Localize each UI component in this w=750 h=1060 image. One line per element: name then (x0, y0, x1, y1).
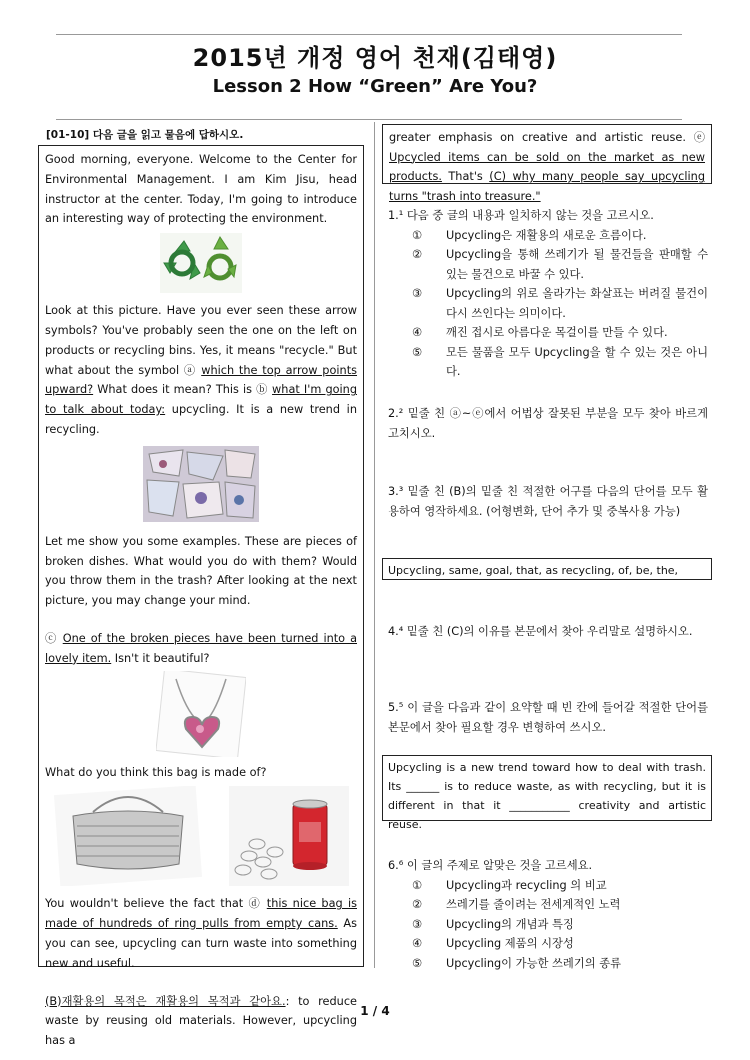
top-rule (56, 34, 682, 35)
instruction: [01-10] 다음 글을 읽고 물음에 답하시오. (46, 129, 244, 141)
passage-paragraph-7: (B)재활용의 목적은 재활용의 목적과 같아요.: to reduce waste by reusing old materials. However, upcycling has a (45, 994, 357, 1048)
lesson-subtitle: Lesson 2 How “Green” Are You? (212, 76, 538, 97)
recycle-symbols-image (45, 233, 357, 297)
passage-paragraph-3: Let me show you some examples. These are pieces of broken dishes. What would you do with them? Would you throw them in the trash? After looking at the next picture, you may change your mind. (45, 534, 357, 608)
question-1 (388, 206, 708, 382)
passage-continuation: greater emphasis on creative and artistic reuse. ⓔ Upcycled items can be sold on the market as new products. That's (C) why many people say upcycling turns "trash into treasure." (382, 124, 712, 184)
header-rule (56, 119, 682, 120)
question-3: 3.³ 밑줄 친 (B)의 밑줄 친 적절한 어구를 다음의 단어를 모두 활용하여 영작하세요. (어형변화, 단어 추가 및 중복사용 가능) (388, 485, 708, 518)
broken-dishes-image (45, 446, 357, 526)
passage-paragraph-6: You wouldn't believe the fact that ⓓ this nice bag is made of hundreds of ring pulls from empty cans. As you can see, upcycling can turn waste into something new and useful. (45, 897, 357, 970)
underline-e: Upcycled items can be sold on the market as new products. (389, 150, 705, 183)
question-6 (388, 856, 708, 973)
option: ④ 깨진 접시로 아름다운 목걸이를 만들 수 있다. (412, 326, 668, 339)
passage-paragraph-1: Good morning, everyone. Welcome to the Center for Environmental Management. I am Kim Jisu, head instructor at the center. Today, I'm going to introduce an interesting way of protecting the environment. (45, 153, 357, 226)
option: ② Upcycling을 통해 쓰레기가 될 물건들을 판매할 수 있는 물건으로 바꿀 수 있다. (412, 248, 708, 281)
option: ③ Upcycling의 개념과 특징 (412, 917, 574, 931)
option: ③ Upcycling의 위로 올라가는 화살표는 버려질 물건이 다시 쓰인다는 의미이다. (412, 287, 708, 320)
underline-c: One of the broken pieces have been turned into a lovely item. (45, 631, 357, 665)
option: ⑤ Upcycling이 가능한 쓰레기의 종류 (412, 956, 622, 970)
question-2: 2.² 밑줄 친 ⓐ~ⓔ에서 어법상 잘못된 부분을 모두 찾아 바르게 고치시오. (388, 407, 708, 440)
question-3-word-box: Upcycling, same, goal, that, as recycling, of, be, the, (382, 558, 712, 580)
underline-b-korean: (B)재활용의 목적은 재활용의 목적과 같아요. (45, 994, 286, 1008)
reading-passage (38, 145, 364, 1048)
question-5-summary-box: Upcycling is a new trend toward how to deal with trash. Its ______ is to reduce waste, as with recycling, but it is different in that it ___________ creativity and artistic reuse. (382, 755, 712, 821)
page-title: 2015년 개정 영어 천재(김태영) (192, 44, 558, 72)
question-1-stem: 1.¹ 다음 중 글의 내용과 일치하지 않는 것을 고르시오. (388, 209, 654, 222)
option: ④ Upcycling 제품의 시장성 (412, 937, 574, 950)
passage-paragraph-5: What do you think this bag is made of? (45, 765, 267, 779)
option: ⑤ 모든 물품을 모두 Upcycling을 할 수 있는 것은 아니다. (412, 345, 708, 378)
option: ① Upcycling은 재활용의 새로운 흐름이다. (412, 228, 647, 242)
underline-b: what I'm going to talk about today: (45, 383, 357, 417)
blank-1: ______ (406, 780, 440, 793)
underline-a: which the top arrow points upward? (45, 363, 358, 397)
heart-necklace-image (45, 671, 357, 759)
question-4: 4.⁴ 밑줄 친 (C)의 이유를 본문에서 찾아 우리말로 설명하시오. (388, 625, 693, 638)
question-6-stem: 6.⁶ 이 글의 주제로 알맞은 것을 고르세요. (388, 859, 593, 872)
question-5: 5.⁵ 이 글을 다음과 같이 요약할 때 빈 칸에 들어갈 적절한 단어를 본문에서 찾아 필요할 경우 변형하여 쓰시오. (388, 701, 708, 734)
option: ① Upcycling과 recycling 의 비교 (412, 878, 607, 892)
question-6-options (388, 876, 708, 974)
option: ② 쓰레기를 줄이려는 전세계적인 노력 (412, 898, 621, 911)
ring-pull-bag-image (45, 786, 357, 890)
column-divider (374, 122, 375, 968)
underline-d: this nice bag is made of hundreds of ring pulls from empty cans. (45, 897, 357, 931)
question-1-options (388, 226, 708, 382)
blank-2: ___________ (509, 799, 570, 812)
page-number: 1 / 4 (360, 1004, 390, 1018)
underline-c-reason: (C) why many people say upcycling turns "trash into treasure." (389, 170, 705, 203)
passage-paragraph-2: Look at this picture. Have you ever seen these arrow symbols? You've probably seen the one on the left on products or recycling bins. Yes, it means "recycle." But what about the symbol ⓐ which the top arrow points upward? What does it mean? This is ⓑ what I'm going to talk about today: upcycling. It is a new trend in recycling. (45, 304, 358, 436)
passage-paragraph-4: ⓒ One of the broken pieces have been turned into a lovely item. Isn't it beautiful? (45, 631, 357, 665)
